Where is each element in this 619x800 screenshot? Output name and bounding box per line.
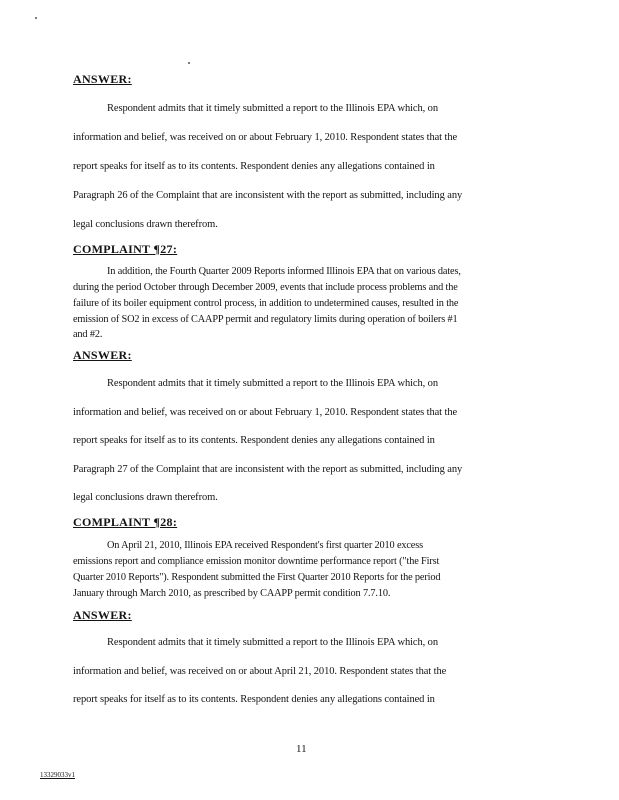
answer3-line-2: information and belief, was received on or about April 21, 2010. Respondent states that the <box>73 666 447 677</box>
answer2-line-1: Respondent admits that it timely submitted a report to the Illinois EPA which, on <box>107 378 438 389</box>
page-number: 11 <box>296 743 307 755</box>
answer-heading-2: ANSWER: <box>73 348 132 362</box>
complaint28-line-3: Quarter 2010 Reports"). Respondent submitted the First Quarter 2010 Reports for the period <box>73 572 441 583</box>
complaint27-line-4: emission of SO2 in excess of CAAPP permit and regulatory limits during operation of boilers #1 <box>73 314 458 325</box>
answer1-line-2: information and belief, was received on or about February 1, 2010. Respondent states that the <box>73 132 458 143</box>
answer2-line-3: report speaks for itself as to its contents. Respondent denies any allegations contained in <box>73 435 435 446</box>
answer-heading-1: ANSWER: <box>73 72 132 86</box>
complaint27-line-3: failure of its boiler equipment control process, in addition to undetermined causes, resulted in the <box>73 298 459 309</box>
answer1-line-5: legal conclusions drawn therefrom. <box>73 219 218 230</box>
answer2-line-4: Paragraph 27 of the Complaint that are inconsistent with the report as submitted, including any <box>73 464 463 475</box>
complaint28-line-1: On April 21, 2010, Illinois EPA received Respondent's first quarter 2010 excess <box>107 540 423 551</box>
document-id: 13329033v1 <box>40 771 75 779</box>
answer2-line-5: legal conclusions drawn therefrom. <box>73 492 218 503</box>
complaint28-line-2: emissions report and compliance emission monitor downtime performance report ("the First <box>73 556 440 567</box>
answer1-line-4: Paragraph 26 of the Complaint that are inconsistent with the report as submitted, including any <box>73 190 463 201</box>
complaint28-line-4: January through March 2010, as prescribed by CAAPP permit condition 7.7.10. <box>73 588 391 599</box>
answer3-line-3: report speaks for itself as to its contents. Respondent denies any allegations contained in <box>73 694 435 705</box>
complaint27-line-1: In addition, the Fourth Quarter 2009 Reports informed Illinois EPA that on various dates, <box>107 266 461 277</box>
complaint-heading-27: COMPLAINT ¶27: <box>73 242 178 256</box>
answer2-line-2: information and belief, was received on or about February 1, 2010. Respondent states that the <box>73 407 458 418</box>
answer3-line-1: Respondent admits that it timely submitted a report to the Illinois EPA which, on <box>107 637 438 648</box>
complaint-heading-28: COMPLAINT ¶28: <box>73 515 178 529</box>
answer1-line-1: Respondent admits that it timely submitted a report to the Illinois EPA which, on <box>107 103 438 114</box>
scan-speck <box>188 62 190 64</box>
complaint27-line-2: during the period October through December 2009, events that include process problems and the <box>73 282 458 293</box>
answer-heading-3: ANSWER: <box>73 608 132 622</box>
scan-speck <box>35 17 37 19</box>
complaint27-line-5: and #2. <box>73 329 103 340</box>
answer1-line-3: report speaks for itself as to its contents. Respondent denies any allegations contained in <box>73 161 435 172</box>
